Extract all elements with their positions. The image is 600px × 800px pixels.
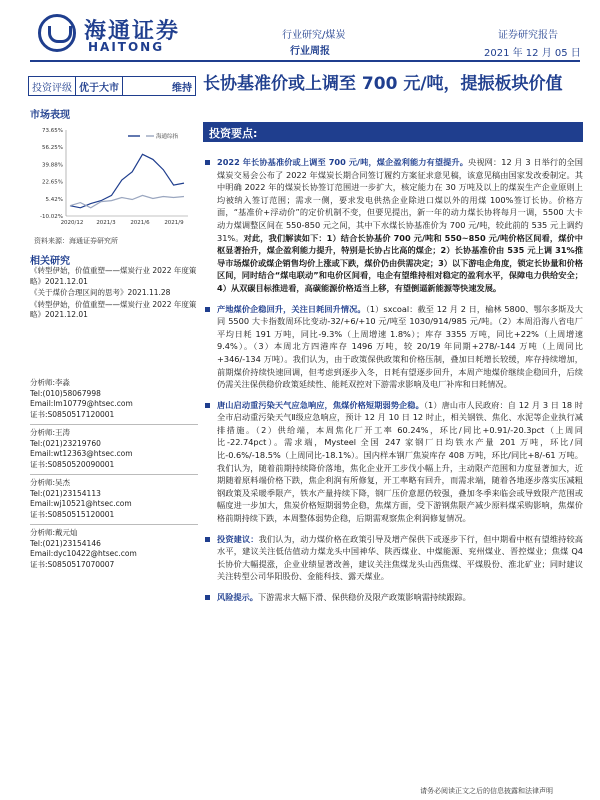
analyst-name: 分析师:王涛 [30,428,71,437]
analyst-list [30,378,198,573]
investment-rating [28,76,196,96]
series-line-2 [70,195,184,207]
analyst-cert: 证书:S0850520090001 [30,459,115,469]
analyst-divider [30,424,198,425]
analyst-email[interactable]: Email:lm10779@htsec.com [30,399,133,408]
bullet-icon [205,403,210,408]
key-point-4-lead: 投资建议： [217,533,259,544]
key-point-2-text: （1）sxcoal：截至 12 月 2 日，榆林 5800、鄂尔多斯及大同 5500 大卡指数周环比变动-32/+6/+10 元/吨至 1030/914/985 元/吨。（2）本周沿海八省电厂平均日耗 191 万吨，同比-9.3%（上周增速 1.8%）；库存 3355 万吨，同比+22%（上周增速 9.4%）。（3）本周北方四港库存 1496 万吨，较 20/19 年同期+278/-144 万吨（上周同比+346/-134 万吨）。我们认为，由于政策保供政策和价格压制，叠加日耗增长较缓，库存持续增加，前期煤价持续快速回调，但考虑到逐步入冬，日耗有望逐步回升，本周产地煤价继续企稳回升，后续仍需关注保供稳价政策延续性、能耗双控对下游需求影响及电厂补库和日耗情况。 [217,303,583,390]
bullet-icon [205,160,210,165]
analyst-name: 分析师:李淼 [30,378,71,387]
y-tick-label: 39.88% [42,162,63,169]
disclaimer-footer: 请务必阅读正文之后的信息披露和法律声明 [420,787,553,795]
key-point-5-lead: 风险提示。 [217,592,258,602]
related-list [30,266,198,322]
key-point-4 [205,533,583,583]
x-tick-label: 2021/9 [164,220,184,226]
analyst-card [30,478,198,520]
analyst-tel: Tel:(021)23154113 [30,488,101,498]
key-point-1-analysis: 对此，我们解读如下：1）结合长协基价 700 元/吨和 550~850 元/吨价格区间看，煤价中枢显著抬升，煤企盈利能力提升，特别是长协占比高的煤企；2）长协基准价由 535 元上调 31%推导市场煤价或煤企销售均价上涨或下跌，煤价仍由供需决定；3）以下游电企角度，锁定长协量和价格区间，同时结合“煤电联动”和电价区间看，电企有望维持相对稳定的盈利水平，保障电力供给安全；4）从双碳目标推进看，高碳能源价格适当上移，有望倒逼新能源等快速发展。 [217,232,583,293]
report-category: 行业研究/煤炭 [282,30,346,41]
key-point-3-text: （1）唐山市人民政府：自 12 月 3 日 18 时全市启动重污染天气Ⅱ级应急响应，预计 12 月 10 日 12 时止，相关钢铁、焦化、水泥等企业执行减排措施。（2）供给端，本周焦化厂开工率 60.24%，环比/同比+0.91/-20.3pct（上周同比-22.74pct）。需求端，Mysteel 全国 247 家钢厂日均铁水产量 201 万吨，环比/同比-0.6%/-18.5%（上周同比-18.1%）。国内样本钢厂焦炭库存 408 万吨，环比/同比+8/-61 万吨。我们认为，随着前期持续降价落地，焦化企业开工步伐小幅上升，主动限产范围和力度显著加大，近期随着原料端价格下跌，焦企利润有所修复，开工率略有回升，而需求端，随着各地逐步落实压减粗钢政策及采暖季限产，铁水产量持续下降，钢厂压价意愿仍较强，叠加冬季来临会或导致限产范围或幅度进一步加大，焦炭价格短期弱势企稳，焦煤方面，受下游钢焦限产减少原料煤采购影响，焦煤价格前期持续下跌，本周整体弱势企稳，后期需观察焦企利润修复情况。 [217,399,583,524]
haitong-logo [38,14,218,56]
market-chart-svg [28,120,196,230]
analyst-card [30,528,198,570]
analyst-tel: Tel:(010)58067998 [30,388,101,398]
key-point-3 [205,399,583,525]
bullet-icon [205,537,210,542]
logo-english: HAITONG [88,40,165,54]
rating-keep: 维持 [172,82,192,94]
analyst-card [30,428,198,470]
key-point-1-text: 央视网：12 月 3 日举行的全国煤炭交易会公布了 2022 年煤炭长期合同签订履约方案征求意见稿，该意见稿由国家发改委制定。其中明确 2022 年的煤炭长协签订范围进一步扩大，核定能力在 30 万吨及以上的煤炭生产企业原则上均被纳入签订范围；需求一侧，要求发电供热企业除进口煤以外的用煤 100%签订长协。价格方面，“基准价+浮动价”的定价机制不变，但要见提出，新一年的动力煤长协将每月一调，5500 大卡动力煤调整区间在 550-850 元之间，其中下水煤长协基准价为 700 元/吨，较此前的 535 元上调约 31%。 [217,157,583,243]
x-tick-label: 2021/6 [130,220,150,226]
analyst-tel: Tel:(021)23154146 [30,538,101,548]
report-header [0,0,600,62]
key-point-3-lead: 唐山启动重污染天气应急响应，焦煤价格短期弱势企稳。 [217,399,424,410]
key-point-4-text: 我们认为，动力煤价格在政策引导及增产保供下或逐步下行，但中期看中枢有望维持较高水平，建议关注低估值动力煤龙头中国神华、陕西煤业、中煤能源、兖州煤业、晋控煤业；焦煤 Q4 长协价大幅提涨，企业业绩显著改善，建议关注焦煤龙头山西焦煤、平煤股份、淮北矿业；同时建议关注转型公司华阳股份、金能科技、露天煤业。 [217,533,583,582]
market-heading: 市场表现 [30,110,70,121]
report-date: 2021 年 12 月 05 日 [484,48,581,59]
y-tick-label: 22.65% [42,179,63,186]
x-tick-label: 2021/3 [96,220,116,226]
related-item[interactable]: 《关于煤价合理区间的思考》2021.11.28 [30,288,171,297]
report-type: 行业周报 [290,46,330,57]
chart-source: 资料来源：海通证券研究所 [34,237,118,245]
analyst-email[interactable]: Email:dyc10422@htsec.com [30,549,137,558]
x-tick-label: 2020/12 [60,220,84,226]
analyst-cert: 证书:S0850517120001 [30,409,115,419]
analyst-name: 分析师:戴元灿 [30,528,78,537]
analyst-card [30,378,198,420]
bullet-icon [205,595,210,600]
analyst-divider [30,524,198,525]
report-title: 长协基准价或上调至 700 元/吨，提振板块价值 [203,74,563,94]
related-item[interactable]: 《转型伊始，价值重塑——煤炭行业 2022 年度策略》2021.12.01 [30,266,197,286]
key-point-1-lead: 2022 年长协基准价或上调至 700 元/吨，煤企盈利能力有望提升。 [217,157,469,167]
y-tick-label: 56.25% [42,145,63,152]
y-tick-label: 5.42% [45,196,63,203]
key-point-2 [205,303,583,391]
analyst-cert: 证书:S0850515120001 [30,509,115,519]
analyst-divider [30,474,198,475]
haitong-logo-icon [38,14,76,52]
market-performance-chart [28,120,196,230]
analyst-email[interactable]: Email:wt12363@htsec.com [30,449,133,458]
rating-label: 投资评级 [29,77,76,95]
y-tick-label: -10.02% [40,214,63,220]
legend-label: 海通综指 [156,134,179,140]
analyst-name: 分析师:吴杰 [30,478,71,487]
related-heading: 相关研究 [30,256,70,267]
y-tick-label: 73.65% [42,128,63,134]
bullet-icon [205,307,210,312]
header-divider [30,60,580,62]
key-point-5 [205,591,583,604]
logo-chinese: 海通证券 [84,18,181,44]
analyst-tel: Tel:(021)23219760 [30,438,101,448]
series-line-1 [70,154,184,208]
key-points-heading: 投资要点: [203,122,583,142]
key-point-5-text: 下游需求大幅下滑、保供稳价及限产政策影响需持续跟踪。 [257,592,471,602]
related-item[interactable]: 《转型伊始，价值重塑——煤炭行业 2022 年度策略》2021.12.01 [30,299,197,319]
key-point-2-lead: 产地煤价企稳回升，关注日耗回升情况。 [217,303,366,314]
key-point-1 [205,156,583,295]
report-label: 证券研究报告 [498,30,558,41]
analyst-cert: 证书:S0850517070007 [30,559,115,569]
rating-value: 优于大市 [76,77,123,95]
key-points-body [205,156,583,612]
analyst-email[interactable]: Email:wj10521@htsec.com [30,499,132,508]
